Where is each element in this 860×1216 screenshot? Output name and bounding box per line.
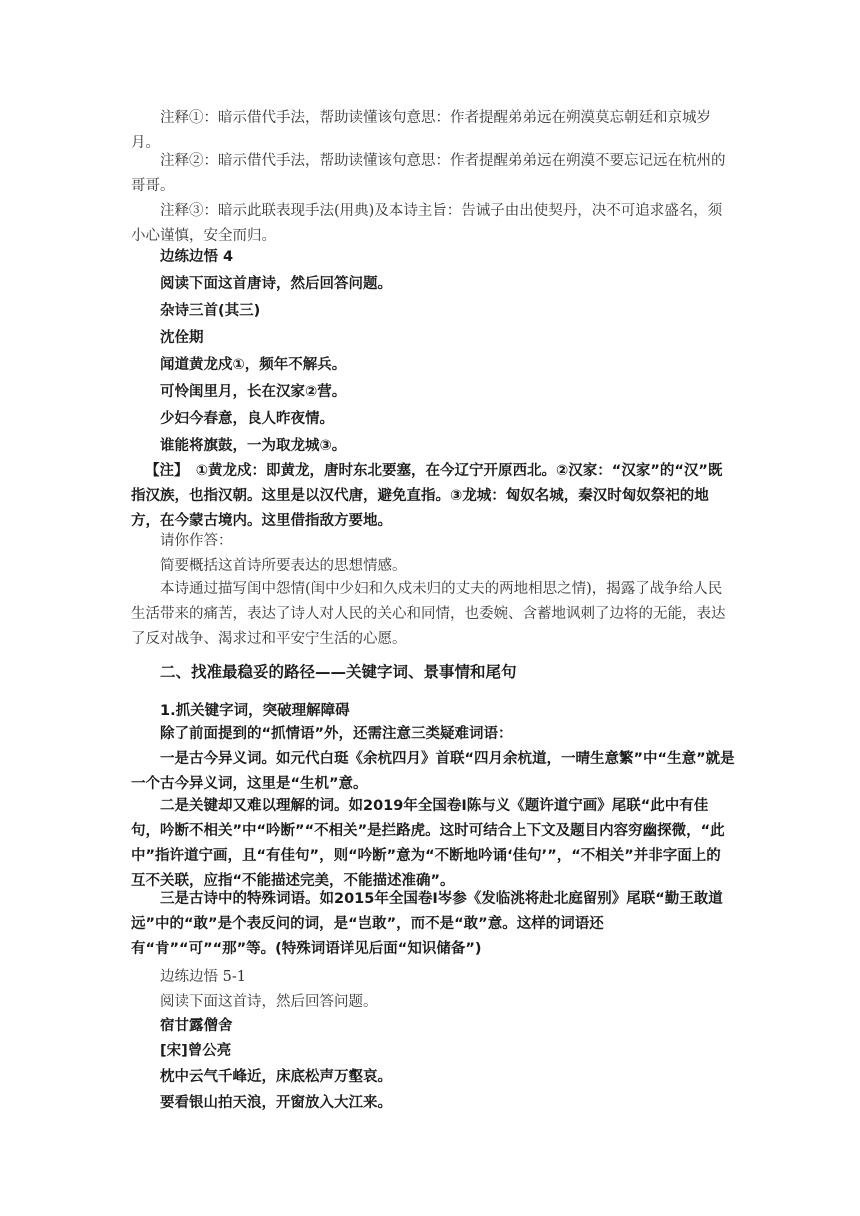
poem-title: 宿甘露僧舍	[160, 1018, 233, 1034]
question: 简要概括这首诗所要表达的思想情感。	[160, 558, 407, 574]
poem-line: 可怜闺里月，长在汉家②营。	[160, 384, 347, 400]
poem-annotation: 【注】 ①黄龙戍：即黄龙，唐时东北要塞，在今辽宁开原西北。②汉家：“汉家”的“汉”既指汉族，也指汉朝。这里是以汉代唐，避免直指。③龙城：匈奴名城，秦汉时匈奴祭祀的地方，在今蒙古境内。这里借指敌方要地。	[131, 463, 723, 529]
poem-title: 杂诗三首(其三)	[160, 303, 261, 319]
poem-line: 谁能将旗鼓，一为取龙城③。	[160, 438, 347, 454]
paragraph-1: 一是古今异义词。如元代白珽《余杭四月》首联“四月余杭道，一晴生意繁”中“生意”就是一个古今异义词，这里是“生机”意。	[131, 751, 735, 792]
section-intro: 除了前面提到的“抓情语”外，还需注意三类疑难词语：	[160, 726, 513, 742]
poem-author: 沈佺期	[160, 330, 204, 346]
note-2: 注释②：暗示借代手法，帮助读懂该句意思：作者提醒弟弟远在朔漠不要忘记远在杭州的哥哥。	[131, 153, 726, 194]
exercise-instruction: 阅读下面这首唐诗，然后回答问题。	[160, 276, 392, 292]
exercise-title: 边练边悟 5-1	[160, 969, 246, 985]
section-heading: 二、找准最稳妥的路径——关键字词、景事情和尾句	[160, 663, 517, 681]
paragraph-3: 三是古诗中的特殊词语。如2015年全国卷Ⅰ岑参《发临洮将赴北庭留别》尾联“勤王敢道远”中的“敢”是个表反问的词，是“岂敢”，而不是“敢”意。这样的词语还有“肯”“可”“那”等。(特殊词语详见后面“知识储备”)	[131, 891, 723, 957]
poem-line: 闻道黄龙戍①，频年不解兵。	[160, 357, 347, 373]
exercise-instruction: 阅读下面这首诗，然后回答问题。	[160, 994, 378, 1010]
note-1: 注释①：暗示借代手法，帮助读懂该句意思：作者提醒弟弟远在朔漠莫忘朝廷和京城岁月。	[131, 110, 711, 151]
poem-line: 枕中云气千峰近，床底松声万壑哀。	[160, 1069, 392, 1085]
paragraph-2: 二是关键却又难以理解的词。如2019年全国卷Ⅰ陈与义《题许道宁画》尾联“此中有佳句，吟断不相关”中“吟断”“不相关”是拦路虎。这时可结合上下文及题目内容穷幽探微，“此中”指许道宁画，且“有佳句”，则“吟断”意为“不断地吟诵‘佳句’”，“不相关”并非字面上的互不关联，应指“不能描述完美，不能描述准确”。	[131, 798, 725, 889]
subsection-title: 1.抓关键字词，突破理解障碍	[160, 703, 350, 719]
poem-author: [宋]曾公亮	[160, 1043, 232, 1059]
note-3: 注释③：暗示此联表现手法(用典)及本诗主旨：告诫子由出使契丹，决不可追求盛名，须小心谨慎，安全而归。	[131, 203, 723, 244]
poem-line: 要看银山拍天浪，开窗放入大江来。	[160, 1095, 392, 1111]
answer: 本诗通过描写闺中怨情(闺中少妇和久戍未归的丈夫的两地相思之情)，揭露了战争给人民生活带来的痛苦，表达了诗人对人民的关心和同情，也委婉、含蓄地讽刺了边将的无能，表达了反对战争、渴求过和平安宁生活的心愿。	[131, 581, 726, 647]
poem-line: 少妇今春意，良人昨夜情。	[160, 411, 334, 427]
exercise-title: 边练边悟 4	[160, 249, 234, 265]
answer-prompt: 请你作答：	[160, 533, 233, 549]
